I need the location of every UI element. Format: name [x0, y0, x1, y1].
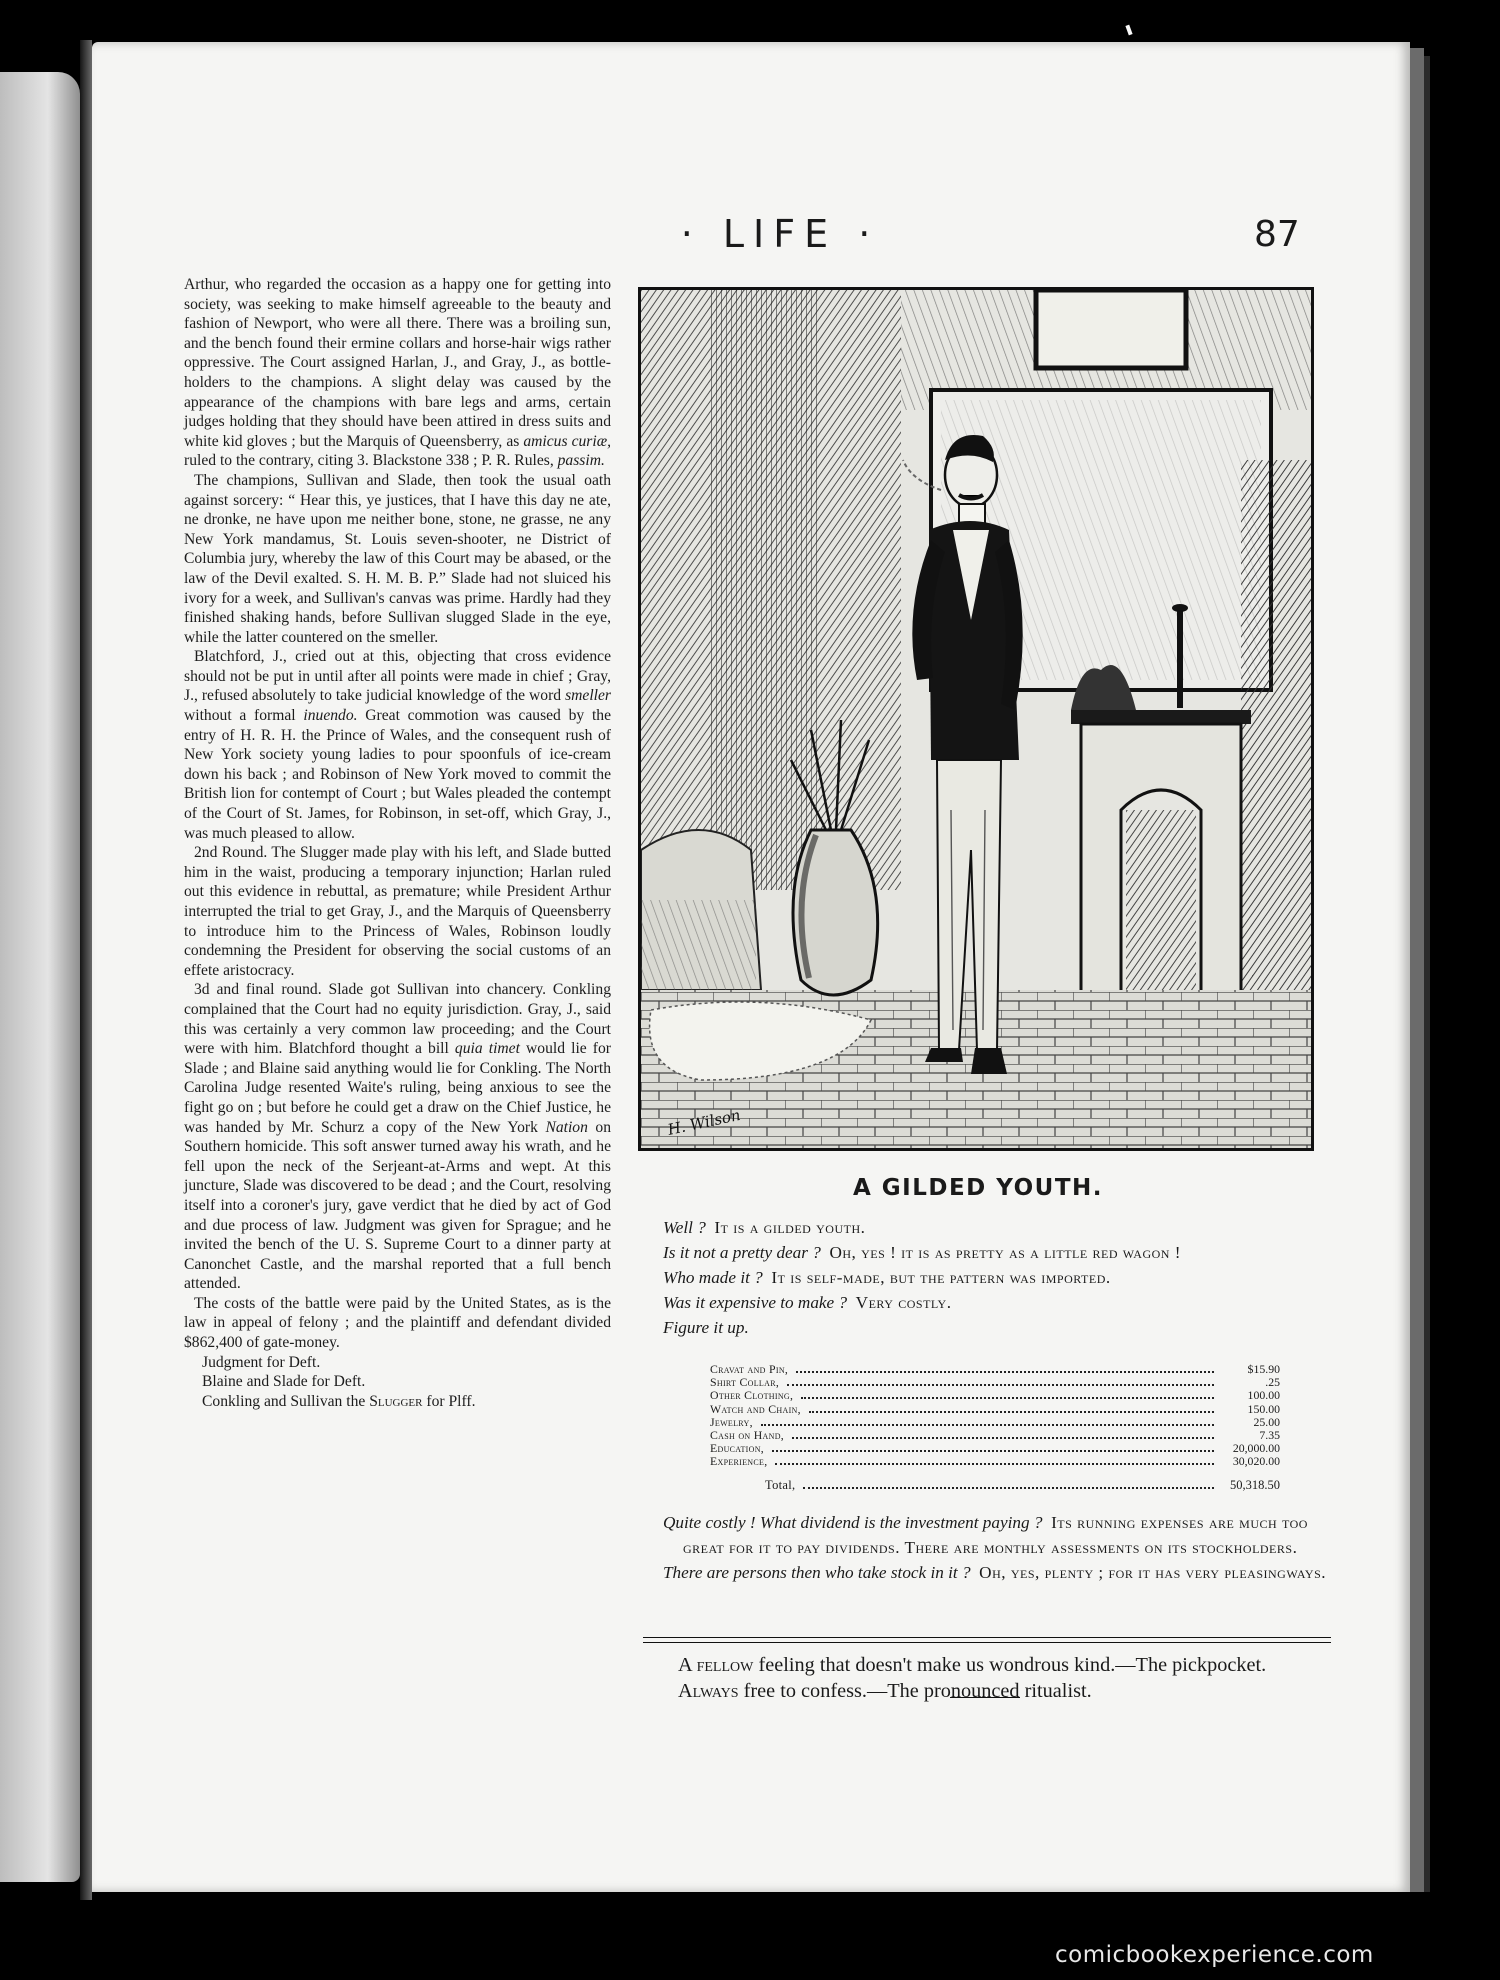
- page-stack-edge-dark: [1424, 56, 1430, 1892]
- cost-row: Shirt Collar, .25: [710, 1375, 1280, 1390]
- epigram: Always free to confess.—The pronounced ritualist.: [678, 1680, 1092, 1702]
- cost-row: Education, 20,000.00: [710, 1441, 1280, 1456]
- masthead-title: · LIFE ·: [680, 212, 880, 256]
- dialog-line: Is it not a pretty dear ? Oh, yes ! it is as pretty as a little red wagon !: [663, 1243, 1181, 1262]
- article-paragraph: 3d and final round. Slade got Sullivan into chancery. Conkling complained that the Court had no equity jurisdiction. Gray, J., said this was certainly a very common law proceeding; and the Court were with him. Blatchford thought a bill quia timet would lie for Slade ; and Blaine said anything would lie for Conkling. The North Carolina Judge resented Waite's ruling, being anxious to see the fight go on ; but before he could get a draw on the Chief Justice, he was handed by Mr. Schurz a copy of the New York Nation on Southern homicide. This soft answer turned away his wrath, and he fell upon the neck of the Serjeant-at-Arms and wept. At this juncture, Slade was discovered to be dead ; and the Court, resolving itself into a coroner's jury, gave verdict that he died by act of God and due process of law. Judgment was given for Sprague; and he invited the bench of the U. S. Supreme Court to a dinner party at Canonchet Castle, and the marshal reported that a full bench attended.: [184, 981, 612, 1293]
- candlestick: [1177, 608, 1183, 708]
- curtain-panel: [711, 290, 821, 890]
- cost-row: Cravat and Pin, $15.90: [710, 1362, 1280, 1376]
- gutter-shadow: [80, 40, 92, 1900]
- cost-row: Cash on Hand, 7.35: [710, 1427, 1280, 1442]
- epigram: A fellow feeling that doesn't make us wondrous kind.—The pickpocket.: [678, 1654, 1267, 1676]
- dialog-line: There are persons then who take stock in it ? Oh, yes, plenty ; for it has very pleasingways.: [663, 1563, 1327, 1582]
- artist-signature: H. Wilson: [666, 1105, 742, 1139]
- article-paragraph: Blatchford, J., cried out at this, objecting that cross evidence should not be put in until after all points were made in chief ; Gray, J., refused absolutely to take judicial knowledge of the word smeller without a formal inuendo. Great commotion was caused by the entry of H. R. H. the Prince of Wales, and the consequent rush of New York society young ladies to pour spoonfuls of ice-cream down his back ; and Robinson of New York moved to commit the British lion for contempt of Court ; but Wales pleaded the contempt of the Court of St. James, for Robinson, in set-off, which Gray, J., was much pleased to allow.: [184, 648, 611, 842]
- dialog-line: Was it expensive to make ? Very costly.: [663, 1293, 952, 1312]
- site-watermark: comicbookexperience.com: [1055, 1942, 1374, 1968]
- section-divider: [643, 1637, 1331, 1643]
- mantel-shelf: [1071, 710, 1251, 724]
- verdict-line: Conkling and Sullivan the Slugger for Plff.: [202, 1392, 476, 1410]
- dialog-line: Well ? It is a gilded youth.: [663, 1218, 866, 1237]
- short-rule: [950, 1697, 1020, 1698]
- cost-row: Jewelry, 25.00: [710, 1414, 1280, 1429]
- page-number: 87: [1254, 214, 1300, 255]
- wall-painting: [1036, 290, 1186, 368]
- dialog-line: Who made it ? It is self-made, but the pattern was imported.: [663, 1268, 1111, 1287]
- page-stack-edge: [1410, 48, 1424, 1892]
- closing-dialog: [643, 1510, 1333, 1585]
- article-paragraph: Arthur, who regarded the occasion as a happy one for getting into society, was seeking to make himself agreeable to the beauty and fashion of Newport, who were all there. There was a broiling sun, and the bench found their ermine collars and horse-hair wigs rather oppressive. The Court assigned Harlan, J., and Gray, J., as bottle-holders to the champions. A slight delay was caused by the appearance of the champions with bare legs and arms, certain judges holding that they should have been attired in dress suits and white kid gloves ; but the Marquis of Queensberry, as amicus curiæ, ruled to the contrary, citing 3. Blackstone 338 ; P. R. Rules, passim.: [184, 276, 611, 470]
- cost-row: Other Clothing, 100.00: [710, 1388, 1280, 1403]
- dialog-block: [643, 1215, 1328, 1340]
- article-paragraph: The champions, Sullivan and Slade, then took the usual oath against sorcery: “ Hear this, ye justices, that I have this day ne ate, ne dronke, ne have upon me neither bone, stone, ne grasse, ne any New York mandamus, St. Louis seven-shooter, ne District of Columbia jury, whereby the law of this Court may be abased, or the law of the Devil exalted. S. H. M. B. P.” Slade had not sluiced his ivory for a week, and Sullivan's canvas was prime. Hardly had they finished shaking hands, before Sullivan slugged Slade in the eye, while the latter countered on the smeller.: [184, 471, 611, 646]
- article-paragraph: The costs of the battle were paid by the United States, as is the law in appeal of felony ; and the plaintiff and defendant divided $862,400 of gate-money.: [184, 1294, 611, 1352]
- gilded-youth-illustration: [638, 287, 1314, 1151]
- cost-row: Experience, 30,020.00: [710, 1454, 1280, 1469]
- cost-row: Watch and Chain, 150.00: [710, 1401, 1280, 1416]
- verdict-line: Judgment for Deft.: [202, 1353, 321, 1371]
- article-paragraph: 2nd Round. The Slugger made play with his left, and Slade butted him in the waist, producing a temporary injunction; Harlan ruled out this evidence in rebuttal, as premature; while President Arthur interrupted the trial to get Gray, J., and the Marquis of Queensberry to introduce him to the Princess of Wales, Robinson loudly condemning the President for observing the social customs of an effete aristocracy.: [184, 844, 611, 979]
- dialog-line: Figure it up.: [663, 1318, 749, 1337]
- facing-page-edge: [0, 72, 80, 1882]
- dialog-line: Quite costly ! What dividend is the investment paying ? Its running expenses are much too great for it to pay dividends. There are monthly assessments on its stockholders.: [663, 1513, 1308, 1557]
- cost-total-row: Total, 50,318.50: [765, 1477, 1280, 1492]
- caption-title: A GILDED YOUTH.: [852, 1175, 1104, 1201]
- left-column-article: [184, 275, 611, 1411]
- verdict-line: Blaine and Slade for Deft.: [202, 1373, 366, 1391]
- cost-table: [710, 1363, 1280, 1492]
